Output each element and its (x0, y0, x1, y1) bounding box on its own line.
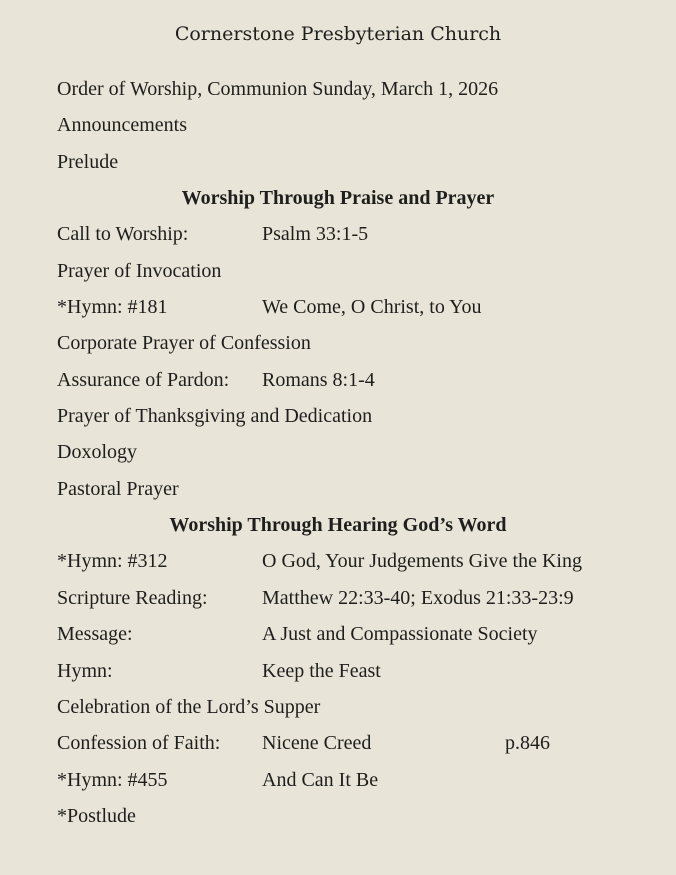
church-name-title: Cornerstone Presbyterian Church (174, 23, 502, 45)
line-label: Call to Worship: (57, 223, 189, 246)
line-label: Order of Worship, Communion Sunday, March 1, 2026 (57, 78, 499, 100)
section-heading-text: Worship Through Hearing God’s Word (169, 514, 507, 537)
order-line (0, 580, 676, 616)
line-detail: And Can It Be (262, 768, 379, 791)
line-label: Prelude (57, 150, 119, 173)
worship-order-list (0, 71, 676, 834)
order-line (0, 725, 676, 761)
order-line (0, 107, 676, 143)
order-line (0, 434, 676, 470)
line-label: Celebration of the Lord’s Supper (57, 695, 321, 718)
line-label: *Postlude (57, 804, 136, 827)
order-line (0, 362, 676, 398)
section-heading (0, 180, 676, 216)
order-line (0, 144, 676, 180)
line-detail: Psalm 33:1-5 (262, 223, 369, 246)
line-label: Prayer of Thanksgiving and Dedication (57, 405, 373, 428)
order-line (0, 798, 676, 834)
line-label: Corporate Prayer of Confession (57, 332, 311, 355)
line-label: Prayer of Invocation (57, 259, 222, 282)
order-line (0, 289, 676, 325)
order-line (0, 325, 676, 361)
line-label: Assurance of Pardon: (57, 368, 230, 391)
line-detail: Romans 8:1-4 (262, 368, 375, 391)
order-line (0, 71, 676, 107)
order-line (0, 762, 676, 798)
line-label: *Hymn: #181 (57, 296, 168, 319)
line-label: Pastoral Prayer (57, 477, 179, 500)
line-label: Announcements (57, 114, 187, 137)
line-detail: O God, Your Judgements Give the King (262, 550, 582, 573)
line-label: *Hymn: #455 (57, 768, 168, 791)
order-line (0, 543, 676, 579)
order-line (0, 398, 676, 434)
order-line (0, 216, 676, 252)
line-label: Message: (57, 623, 133, 646)
order-line (0, 689, 676, 725)
order-line (0, 616, 676, 652)
line-label: *Hymn: #312 (57, 550, 168, 573)
line-detail: Keep the Feast (262, 659, 381, 682)
section-heading (0, 507, 676, 543)
line-detail: Matthew 22:33-40; Exodus 21:33-23:9 (262, 586, 574, 609)
line-page-ref: p.846 (505, 732, 550, 755)
order-line (0, 653, 676, 689)
order-line (0, 471, 676, 507)
line-label: Doxology (57, 441, 137, 464)
line-detail: A Just and Compassionate Society (262, 623, 538, 646)
line-label: Scripture Reading: (57, 586, 208, 609)
section-heading-text: Worship Through Praise and Prayer (181, 187, 495, 210)
line-detail: Nicene Creed (262, 732, 372, 755)
line-detail: We Come, O Christ, to You (262, 296, 482, 319)
line-label: Hymn: (57, 659, 113, 682)
line-label: Confession of Faith: (57, 732, 221, 755)
order-line (0, 253, 676, 289)
